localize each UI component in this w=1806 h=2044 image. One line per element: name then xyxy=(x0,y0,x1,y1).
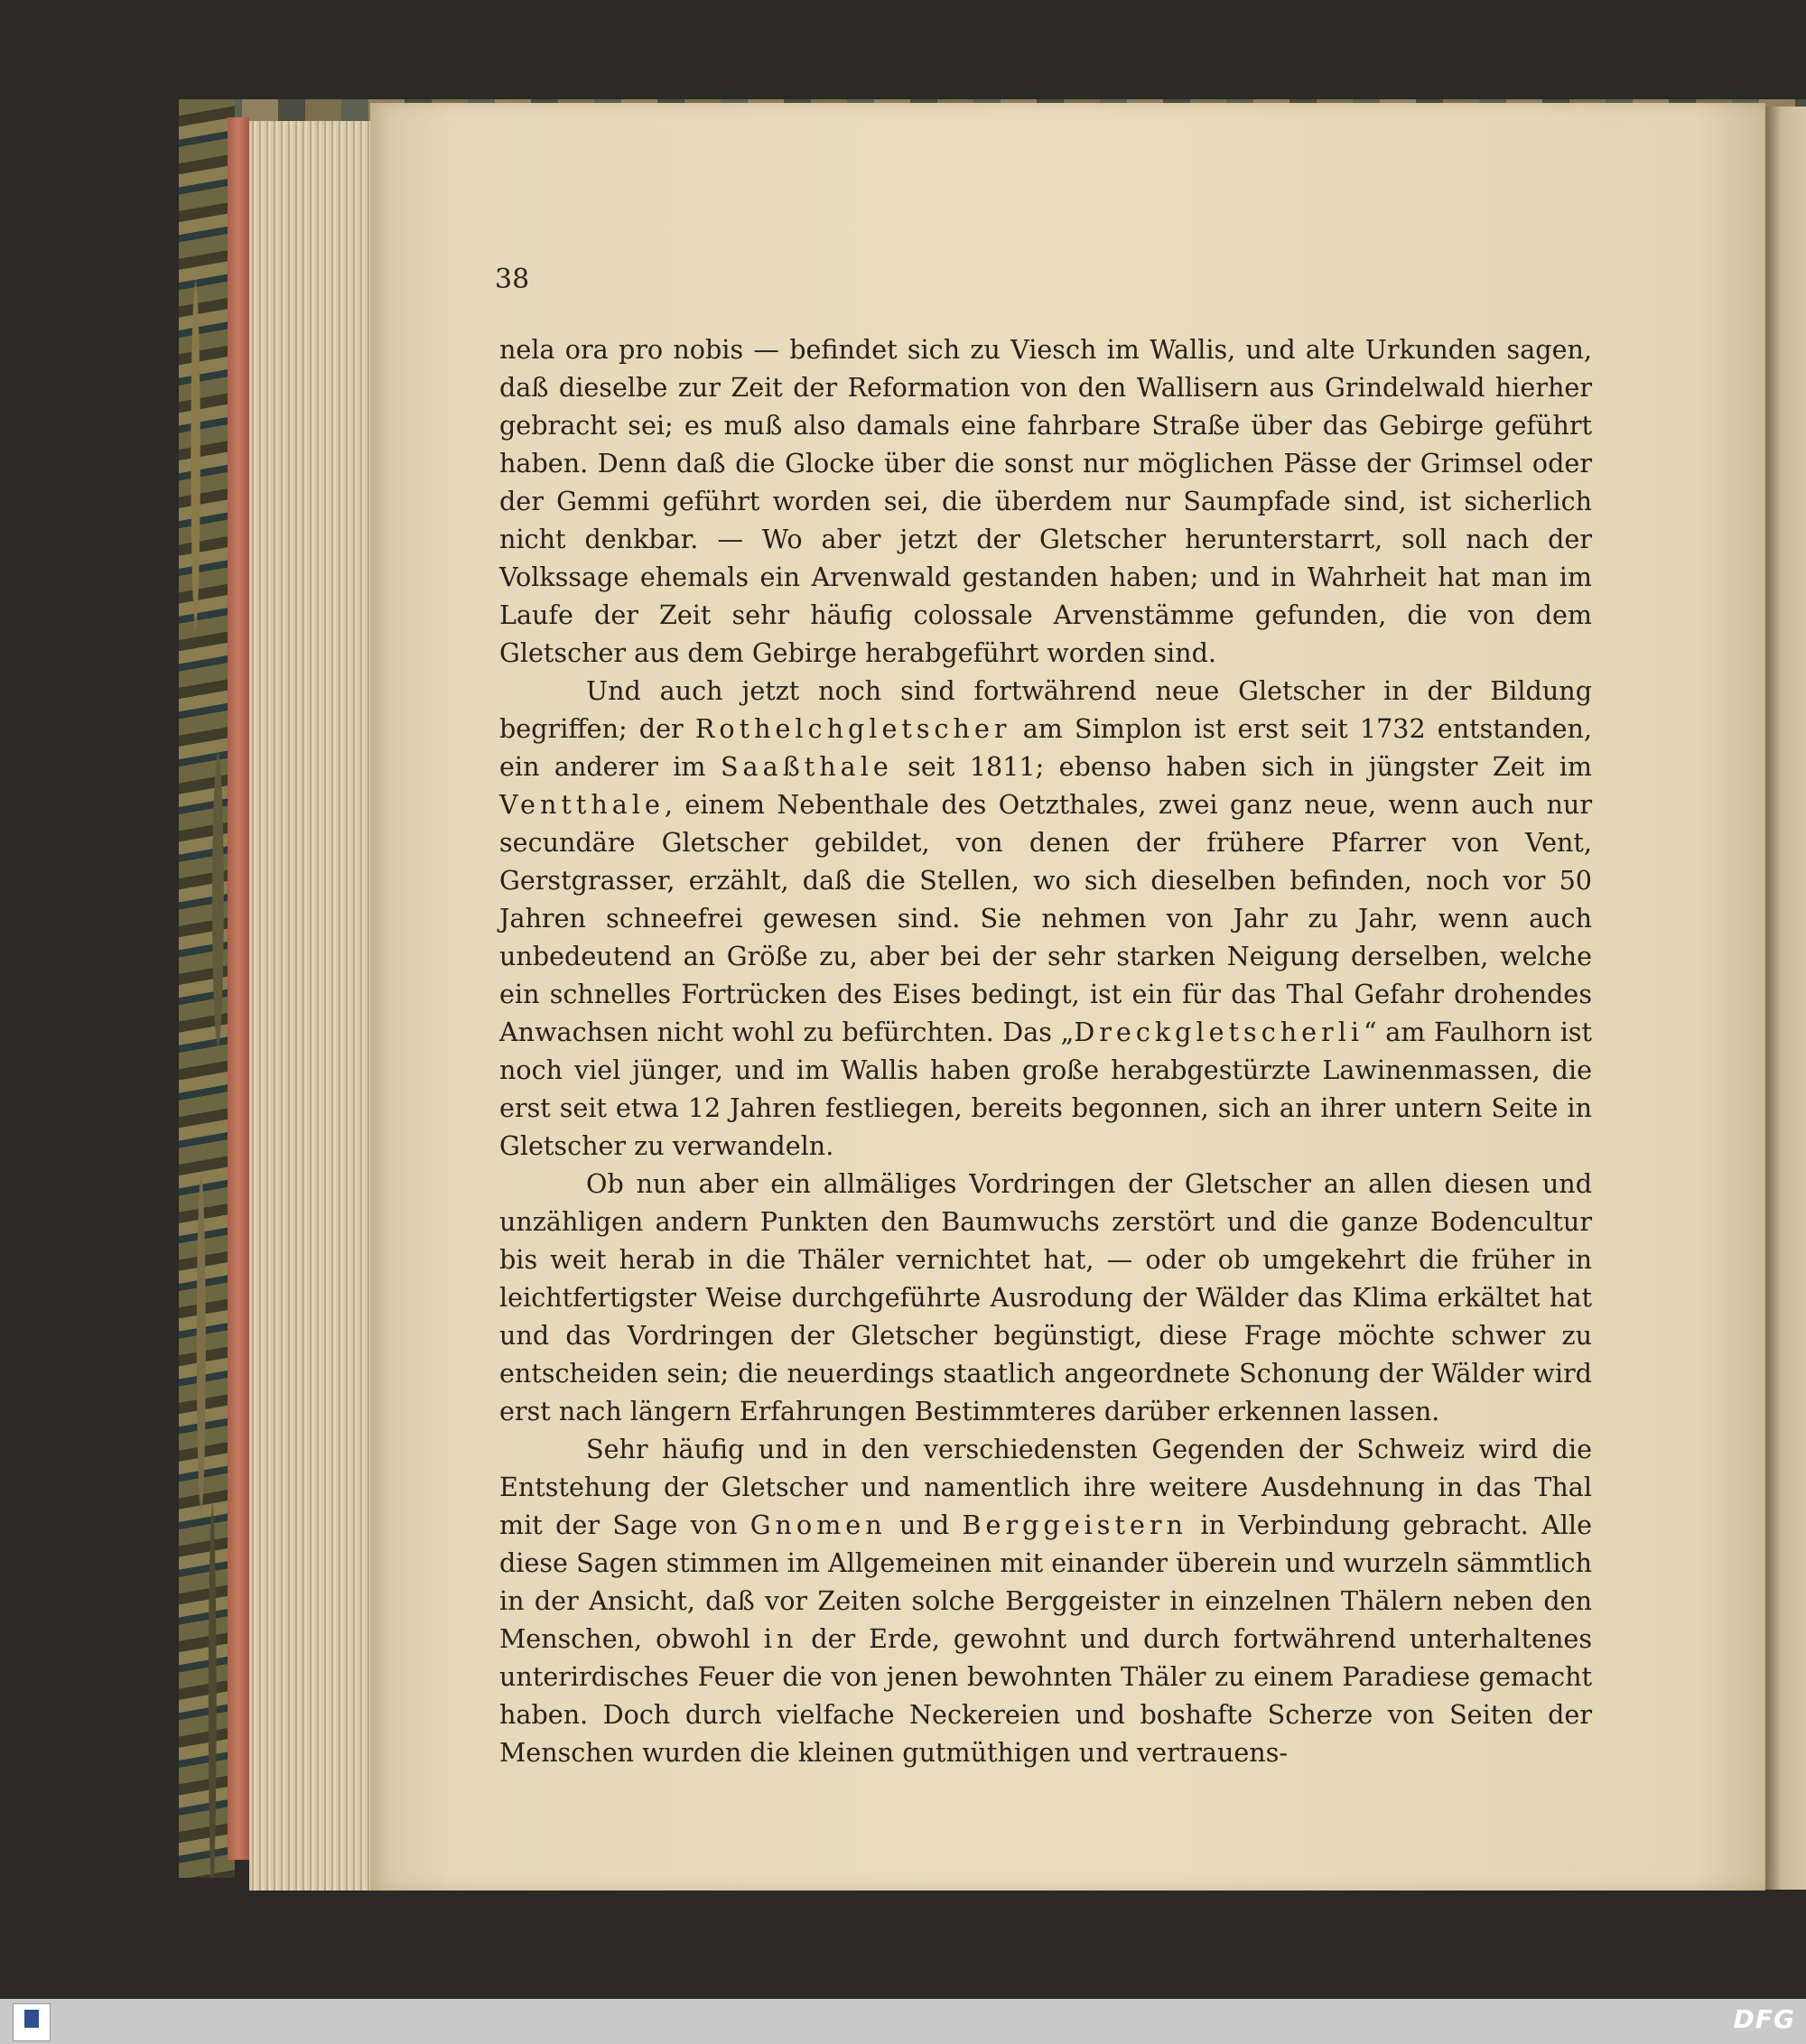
paragraph xyxy=(499,1165,1592,1430)
text-span: Sehr häufig und in den verschiedensten Gegenden der Schweiz wird die Entstehung der Gletscher und namentlich ihre weitere Ausdehnung in das Thal mit der Sage von xyxy=(499,1434,1592,1540)
emphasized-text: Gnomen xyxy=(749,1510,887,1540)
text-span: Ob nun aber ein allmäliges Vordringen der Gletscher an allen diesen und unzähligen andern Punkten den Baumwuchs zerstört und die ganze Bodencultur bis weit herab in die Thäler vernichtet hat, — oder ob umgekehrt die früher in leichtfertigster Weise durchgeführte Ausrodung der Wälder das Klima erkältet hat und das Vordringen der Gletscher begünstigt, diese Frage möchte schwer zu entscheiden sein; die neuerdings staatlich angeordnete Schonung der Wälder wird erst nach längern Erfahrungen Bestimmteres darüber erkennen lassen. xyxy=(499,1168,1592,1426)
body-text xyxy=(499,330,1592,1771)
paragraph xyxy=(499,672,1592,1165)
text-span: am Simplon ist erst seit 1732 entstanden, ein anderer im xyxy=(499,713,1592,782)
text-span: seit 1811; ebenso haben sich in jüngster Zeit im xyxy=(892,751,1592,782)
page-edge-red xyxy=(228,117,249,1860)
emphasized-text: Berggeistern xyxy=(962,1510,1187,1540)
viewer-footer-bar xyxy=(0,1999,1806,2044)
adjacent-page xyxy=(1765,107,1806,1890)
text-span: “ am Faulhorn ist noch viel jünger, und im Wallis haben große herabgestürzte Lawinenmassen, die erst seit etwa 12 Jahren festliegen, bereits begonnen, sich an ihrer untern Seite in Gletscher zu verwandeln. xyxy=(499,1017,1593,1161)
emphasized-text: Dreckgletscherli xyxy=(1074,1017,1364,1047)
page-stack xyxy=(249,121,376,1891)
emphasized-text: in xyxy=(763,1623,798,1654)
text-span: nela ora pro nobis — befindet sich zu Viesch im Wallis, und alte Urkunden sagen, daß dieselbe zur Zeit der Reformation von den Wallisern aus Grindelwald hierher gebracht sei; es muß also damals eine fahrbare Straße über das Gebirge geführt haben. Denn daß die Glocke über die sonst nur möglichen Pässe der Grimsel oder der Gemmi geführt worden sei, die überdem nur Saumpfade sind, ist sicherlich nicht denkbar. — Wo aber jetzt der Gletscher herunterstarrt, soll nach der Volkssage ehemals ein Arvenwald gestanden haben; und in Wahrheit hat man im Laufe der Zeit sehr häufig colossale Arvenstämme gefunden, die von dem Gletscher aus dem Gebirge herabgeführt worden sind. xyxy=(499,334,1592,668)
library-logo-icon[interactable] xyxy=(13,2003,51,2041)
emphasized-text: Saaßthale xyxy=(720,751,893,782)
text-span: der Erde, gewohnt und durch fortwährend unterhaltenes unterirdisches Feuer die von jenen bewohnten Thäler zu einem Paradiese gemacht haben. Doch durch vielfache Neckereien und boshafte Scherze von Seiten der Menschen wurden die kleinen gutmüthigen und vertrauens- xyxy=(499,1623,1593,1768)
text-span: Und auch jetzt noch sind fortwährend neue Gletscher in der Bildung begriffen; der xyxy=(499,675,1592,744)
text-span: und xyxy=(886,1510,963,1540)
text-span: , einem Nebenthale des Oetzthales, zwei ganz neue, wenn auch nur secundäre Gletscher gebildet, von denen der frühere Pfarrer von Vent, Gerstgrasser, erzählt, daß die Stellen, wo sich dieselben befinden, noch vor 50 Jahren schneefrei gewesen sind. Sie nehmen von Jahr zu Jahr, wenn auch unbedeutend an Größe zu, aber bei der sehr starken Neigung derselben, welche ein schnelles Fortrücken des Eises bedingt, ist ein für das Thal Gefahr drohendes Anwachsen nicht wohl zu befürchten. Das „ xyxy=(499,789,1592,1047)
text-span: in Verbindung gebracht. Alle diese Sagen stimmen im Allgemeinen mit einander überein und wurzeln sämmtlich in der Ansicht, daß vor Zeiten solche Berggeister in einzelnen Thälern neben den Menschen, obwohl xyxy=(499,1510,1592,1654)
emphasized-text: Rothelchgletscher xyxy=(694,713,1011,744)
paragraph xyxy=(499,330,1592,672)
dfg-logo[interactable]: DFG xyxy=(1733,2004,1795,2034)
paragraph xyxy=(499,1430,1592,1771)
marbled-cover xyxy=(179,99,235,1878)
page-number: 38 xyxy=(495,264,530,295)
emphasized-text: Ventthale xyxy=(499,789,665,820)
